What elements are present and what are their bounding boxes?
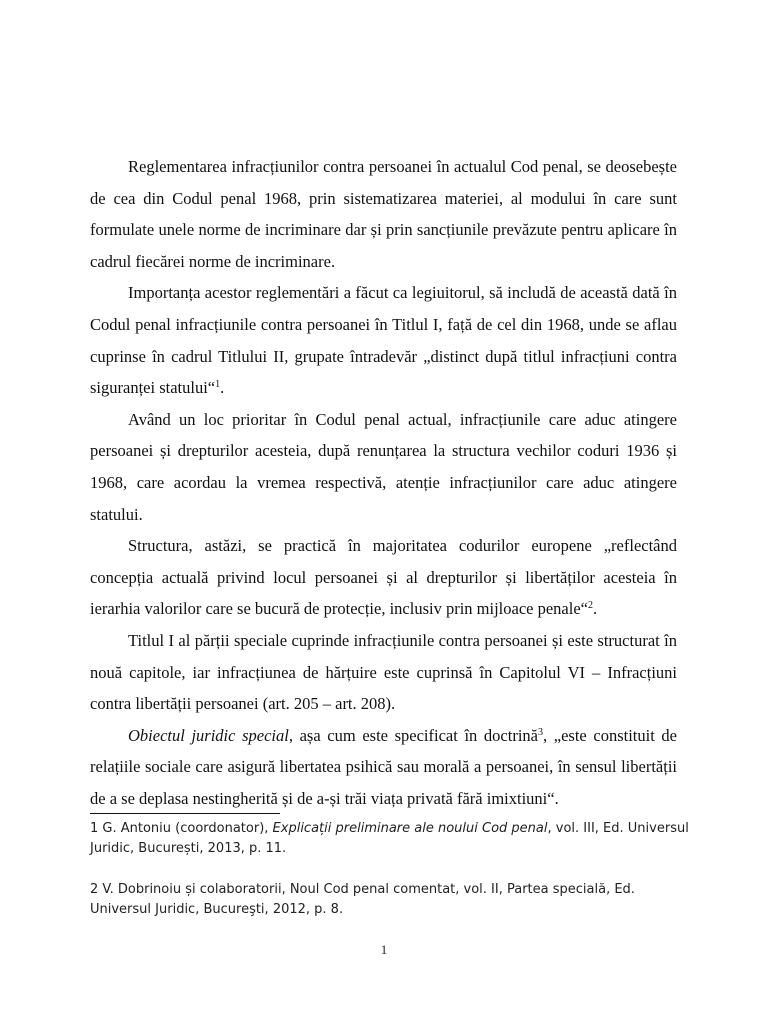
body-text [90, 151, 677, 814]
footnote-1: 1 G. Antoniu (coordonator), Explicații preliminare ale noului Cod penal, vol. III, Ed. Universul Juridic, București, 2013, p. 11. [90, 821, 689, 856]
paragraph-1: Reglementarea infracțiunilor contra persoanei în actualul Cod penal, se deosebește de cea din Codul penal 1968, prin sistematizarea materiei, al modului în care sunt formulate unele norme de incriminare dar și prin sancțiunile prevăzute pentru aplicare în cadrul fiecărei norme de incriminare. [90, 157, 677, 271]
paragraph-3: Având un loc prioritar în Codul penal actual, infracțiunile care aduc atingere persoanei și drepturilor acesteia, după renunțarea la structura vechilor coduri 1936 și 1968, care acordau la vremea respectivă, atenție infracțiunilor care aduc atingere statului. [90, 409, 677, 524]
paragraph-6: Obiectul juridic special, așa cum este specificat în doctrină$^3$, „este constituit de relațiile sociale care asigură libertatea psihică sau morală a persoanei, în sensul libertății de a se deplasa nestingherită și de a-și trăi viața privată fără imixtiuni“. [90, 725, 677, 808]
footnote-2: 2 V. Dobrinoiu și colaboratorii, Noul Cod penal comentat, vol. II, Partea specială, Ed. Universul Juridic, Bucureşti, 2012, p. 8. [90, 882, 635, 917]
paragraph-2: Importanța acestor reglementări a făcut ca legiuitorul, să includă de această dată în Codul penal infracțiunile contra persoanei în Titlul I, față de cel din 1968, unde se aflau cuprinse în cadrul Titlului II, grupate întradevăr „distinct după titlul infracțiuni contra siguranței statului“$^1$. [90, 283, 677, 398]
footnote-ref-1[interactable]: 1 [215, 379, 221, 391]
page-number: 1 [380, 942, 388, 957]
footnote-separator [90, 813, 280, 814]
paragraph-4: Structura, astăzi, se practică în majoritatea codurilor europene „reflectând concepția actuală privind locul persoanei și al drepturilor și libertăților acesteia în ierarhia valorilor care se bucură de protecție, inclusiv prin mijloace penale“$^2$. [90, 536, 677, 619]
paragraph-5: Titlul I al părții speciale cuprinde infracțiunile contra persoanei și este structurat în nouă capitole, iar infracțiunea de hărțuire este cuprinsă în Capitolul VI – Infracțiuni contra libertății persoanei (art. 205 – art. 208). [90, 630, 677, 714]
italic-term: Obiectul juridic special [128, 725, 289, 745]
footnote-ref-3[interactable]: 3 [538, 726, 543, 738]
footnote-ref-2[interactable]: 2 [587, 600, 593, 612]
